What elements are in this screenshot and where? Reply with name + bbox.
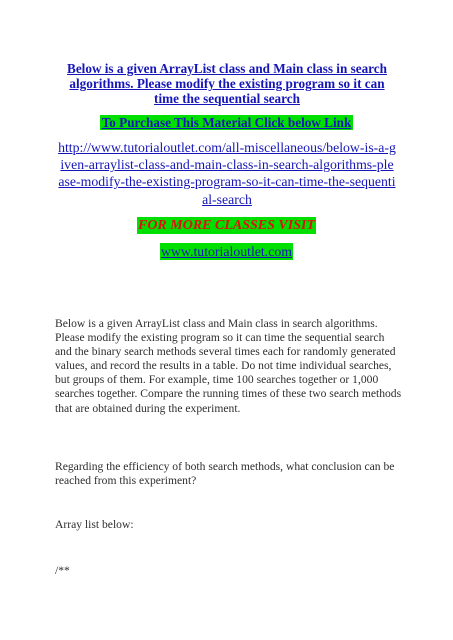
more-classes-label: FOR MORE CLASSES VISIT: [137, 218, 316, 233]
site-link[interactable]: www.tutorialoutlet.com: [161, 244, 292, 259]
material-url-link[interactable]: http://www.tutorialoutlet.com/all-miscellaneous/below-is-a-given-arraylist-class-and-main-class-in-search-algorithms-please-modify-the-existing-program-so-it-can-time-the-sequential-search: [58, 140, 396, 207]
site-banner: [0, 243, 453, 261]
more-classes-banner: [0, 216, 453, 234]
page-title[interactable]: Below is a given ArrayList class and Main class in search algorithms. Please modify the existing program so it can time the sequential search: [67, 61, 387, 107]
purchase-link[interactable]: To Purchase This Material Click below Link: [101, 115, 352, 130]
code-comment-start: /**: [55, 564, 70, 577]
body-paragraph-intro: Below is a given ArrayList class and Main class in search algorithms. Please modify the existing program so it can time the sequential search and the binary search methods several times each for randomly generated values, and record the results in a table. Do not time individual searches, but groups of them. For example, time 100 searches together or 1,000 searches together. Compare the running times of these two search methods that are obtained during the experiment.: [55, 317, 402, 415]
purchase-banner: [0, 114, 453, 132]
body-paragraph-array-list: Array list below:: [55, 518, 134, 531]
body-paragraph-question: Regarding the efficiency of both search methods, what conclusion can be reached from this experiment?: [55, 460, 395, 488]
